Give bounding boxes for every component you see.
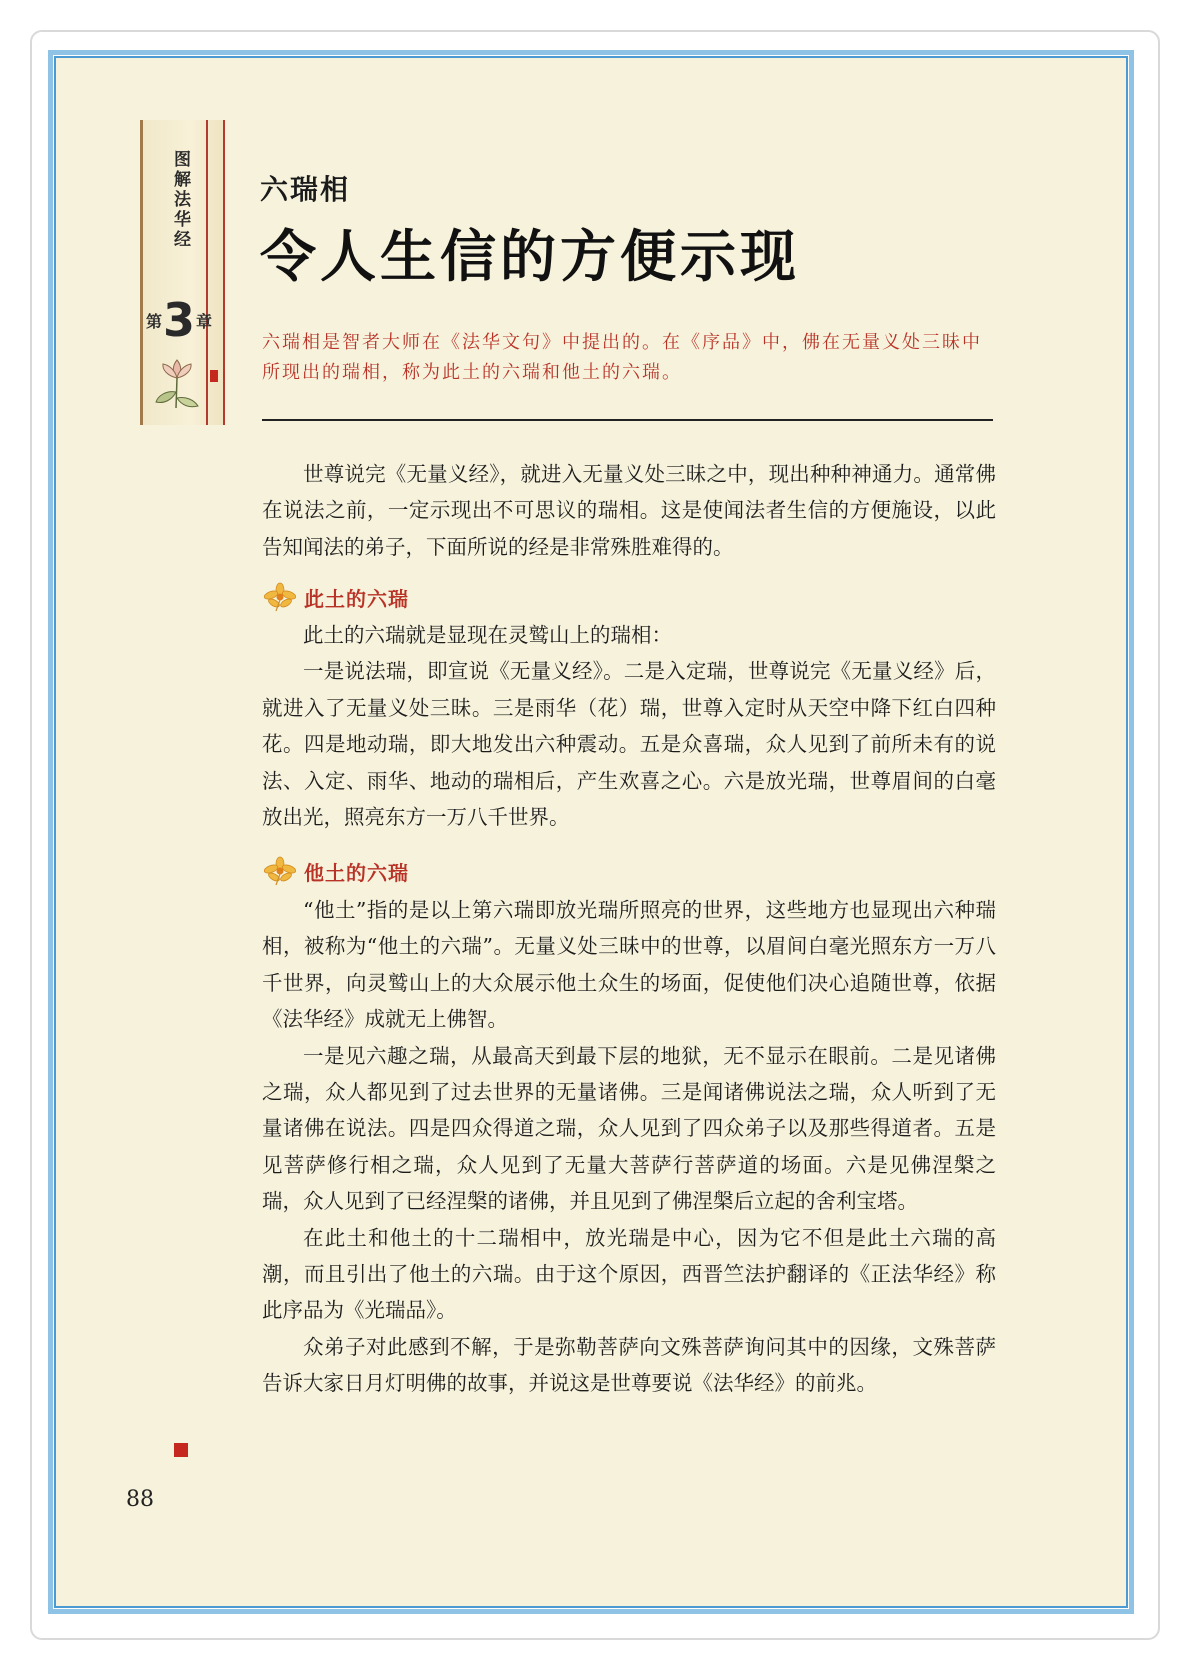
chapter-prefix: 第: [145, 311, 162, 331]
body-paragraph: 一是说法瑞，即宣说《无量义经》。二是入定瑞，世尊说完《无量义经》后，就进入了无量义处三昧。三是雨华（花）瑞，世尊入定时从天空中降下红白四种花。四是地动瑞，即大地发出六种震动。五是众喜瑞，众人见到了前所未有的说法、入定、雨华、地动的瑞相后，产生欢喜之心。六是放光瑞，世尊眉间的白毫放出光，照亮东方一万八千世界。: [262, 659, 996, 830]
flower-bullet-icon: [262, 856, 298, 886]
body-paragraph: “他土”指的是以上第六瑞即放光瑞所照亮的世界，这些地方也显现出六种瑞相，被称为“他土的六瑞”。无量义处三昧中的世尊，以眉间白毫光照东方一万八千世界，向灵鹫山上的大众展示他土众生的场面，促使他们决心追随世尊，依据《法华经》成就无上佛智。: [262, 898, 996, 1032]
intro-summary: 六瑞相是智者大师在《法华文句》中提出的。在《序品》中，佛在无量义处三昧中所现出的瑞相，称为此土的六瑞和他土的六瑞。: [262, 332, 982, 383]
intro-body: [262, 456, 996, 565]
section-heading-other-land: [262, 855, 409, 887]
footer-red-mark: [174, 1443, 188, 1457]
section-heading-text: 他土的六瑞: [304, 860, 409, 885]
chapter-suffix: 章: [196, 311, 213, 331]
lotus-icon: [150, 352, 204, 412]
section-heading-this-land: [262, 581, 409, 613]
title-divider: [262, 419, 993, 421]
page-title: 令人生信的方便示现: [260, 224, 800, 290]
page-number: 88: [126, 1487, 154, 1512]
chapter-tab-red-mark: [210, 370, 218, 382]
section-this-land-body: [262, 617, 996, 835]
book-title-vertical: 图解法华经: [170, 150, 190, 250]
body-paragraph: 此土的六瑞就是显现在灵鹫山上的瑞相：: [303, 623, 672, 647]
body-paragraph: 一是见六趣之瑞，从最高天到最下层的地狱，无不显示在眼前。二是见诸佛之瑞，众人都见到了过去世界的无量诸佛。三是闻诸佛说法之瑞，众人听到了无量诸佛在说法。四是四众得道之瑞，众人见到了四众弟子以及那些得道者。五是见菩萨修行相之瑞，众人见到了无量大菩萨行菩萨道的场面。六是见佛涅槃之瑞，众人见到了已经涅槃的诸佛，并且见到了佛涅槃后立起的舍利宝塔。: [262, 1043, 996, 1214]
body-paragraph: 众弟子对此感到不解，于是弥勒菩萨向文殊菩萨询问其中的因缘，文殊菩萨告诉大家日月灯明佛的故事，并说这是世尊要说《法华经》的前兆。: [262, 1334, 996, 1396]
section-other-land-body: [262, 892, 996, 1402]
chapter-number-digit: 3: [163, 293, 196, 347]
body-paragraph: 在此土和他土的十二瑞相中，放光瑞是中心，因为它不但是此土六瑞的高潮，而且引出了他土的六瑞。由于这个原因，西晋竺法护翻译的《正法华经》称此序品为《光瑞品》。: [262, 1225, 996, 1323]
section-heading-text: 此土的六瑞: [304, 586, 409, 611]
flower-bullet-icon: [262, 582, 298, 612]
body-paragraph: 世尊说完《无量义经》，就进入无量义处三昧之中，现出种种神通力。通常佛在说法之前，一定示现出不可思议的瑞相。这是使闻法者生信的方便施设，以此告知闻法的弟子，下面所说的经是非常殊胜难得的。: [262, 462, 996, 559]
chapter-number: [146, 295, 212, 345]
section-subtitle: 六瑞相: [260, 173, 351, 206]
